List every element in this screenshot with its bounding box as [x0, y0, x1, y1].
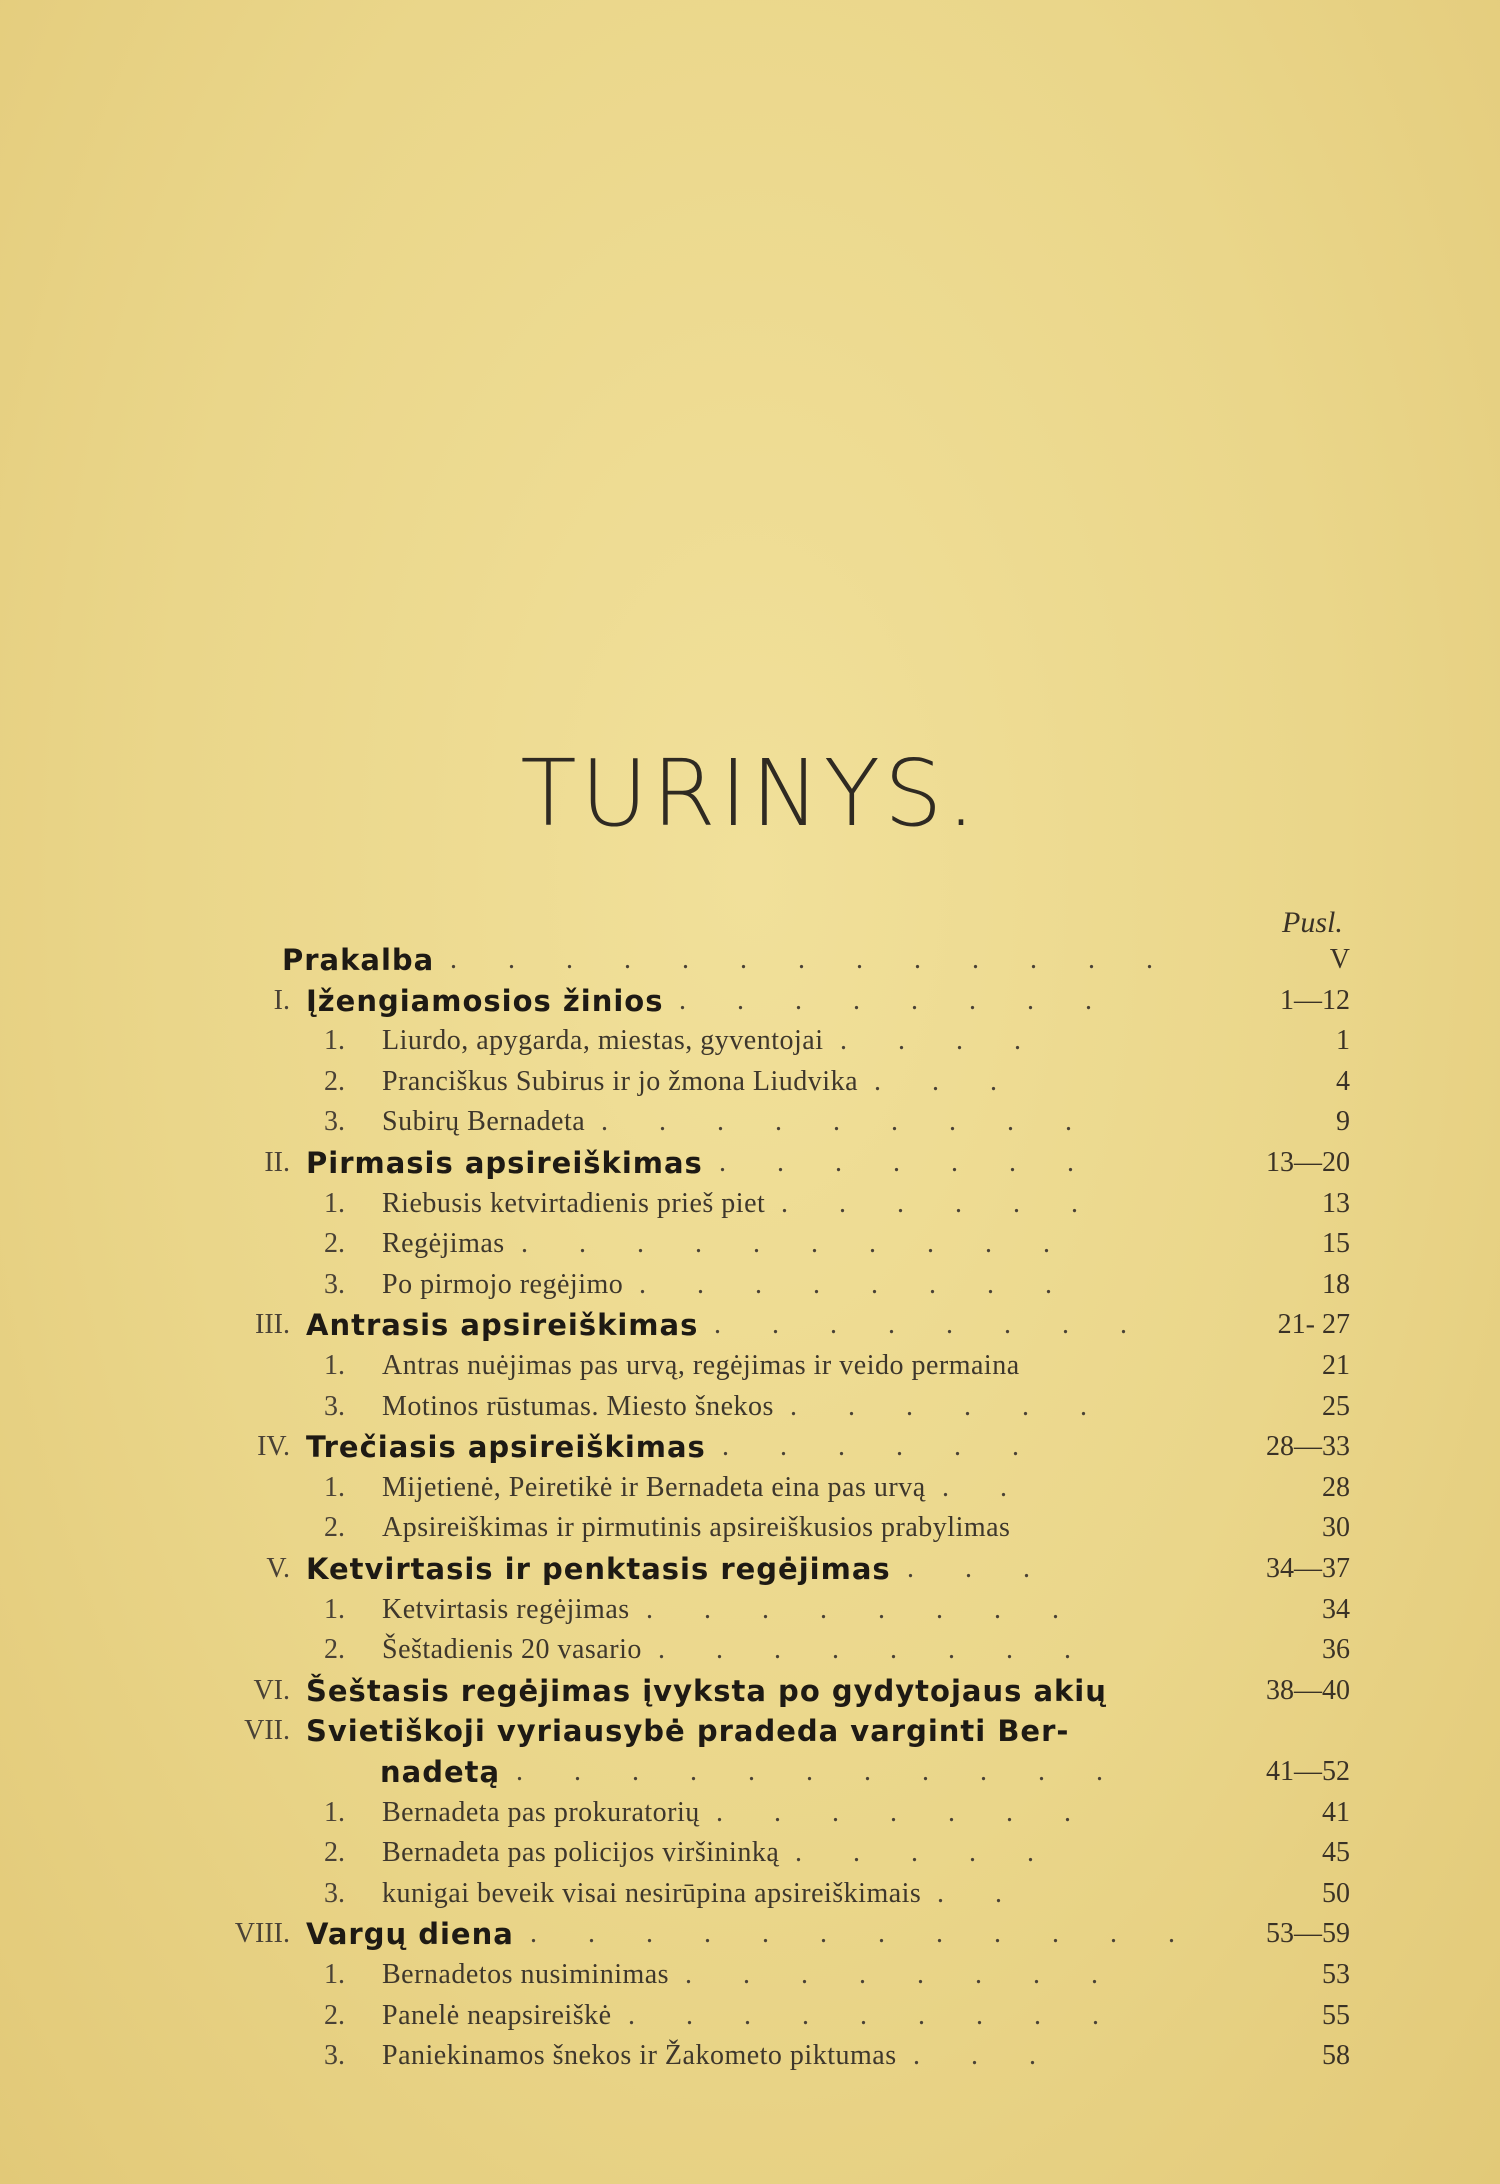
toc-entry-number: 1. [324, 1959, 345, 1990]
toc-entry-page: 21- 27 [1277, 1309, 1350, 1341]
toc-entry-number: 1. [324, 1025, 345, 1057]
toc-entry-title: Antrasis apsireiškimas [306, 1308, 699, 1343]
toc-entry-leader: . . . . [840, 1025, 1043, 1057]
toc-entry [0, 1224, 1500, 1264]
toc-entry-leader: . . . . . . . . [639, 1268, 1074, 1300]
toc-entry-page: V [1329, 944, 1350, 975]
toc-entry-number: 1. [324, 1796, 345, 1828]
toc-entry-leader: . . . . . . . . . [601, 1106, 1094, 1138]
toc-entry-leader: . . . . . . . [719, 1147, 1096, 1178]
toc-entry-title: Motinos rūstumas. Miesto šnekos [382, 1390, 774, 1422]
toc-entry-number: 3. [324, 1268, 345, 1300]
toc-entry-leader: . . . . . . . . [658, 1634, 1093, 1666]
toc-entry-number: 2. [324, 1837, 345, 1869]
toc-entry [0, 981, 1500, 1021]
toc-entry-page: 36 [1322, 1634, 1350, 1666]
toc-entry [0, 1508, 1500, 1548]
toc-entry-page: 30 [1322, 1512, 1350, 1544]
toc-entry-page: 41—52 [1266, 1756, 1350, 1787]
toc-entry-page: 21 [1322, 1350, 1350, 1381]
toc-entry-leader: . . . . . . [781, 1187, 1100, 1219]
toc-entry [0, 1184, 1500, 1224]
toc-entry-page: 53 [1322, 1959, 1350, 1990]
toc-entry [0, 1387, 1500, 1427]
toc-entry-leader: . . . . . . [790, 1390, 1109, 1422]
toc-entry-number: 2. [324, 1228, 345, 1260]
toc-entry [0, 1102, 1500, 1142]
toc-entry-leader: . . . . . . . . [685, 1959, 1120, 1990]
toc-entry-leader: . . [942, 1471, 1029, 1503]
toc-entry-title: Pirmasis apsireiškimas [306, 1146, 703, 1180]
toc-entry-page: 34 [1322, 1593, 1350, 1625]
toc-entry-number: 1. [324, 1593, 345, 1625]
toc-entry-title: Svietiškoji vyriausybė pradeda varginti Ber- [306, 1714, 1070, 1749]
toc-entry-number: 1. [324, 1187, 345, 1219]
toc-entry-title: Šeštasis regėjimas įvyksta po gydytojaus akių [306, 1673, 1107, 1708]
toc-entry-title: Apsireiškimas ir pirmutinis apsireiškusios prabylimas [382, 1512, 1011, 1544]
toc-entry-number: VIII. [234, 1918, 290, 1950]
toc-entry-title: Paniekinamos šnekos ir Žakometo piktumas [382, 2040, 897, 2072]
toc-entry-leader: . . . . . . . . . . . [516, 1756, 1125, 1787]
toc-entry-title: Bernadeta pas policijos viršininką [382, 1837, 780, 1869]
toc-entry-number: 2. [324, 1634, 345, 1666]
toc-entry-number: 3. [324, 1877, 345, 1909]
toc-entry-leader: . . . [907, 1553, 1052, 1584]
toc-entry-page: 50 [1322, 1877, 1350, 1909]
toc-entry [0, 1874, 1500, 1914]
toc-entry-leader: . . . . . . . . . . [521, 1228, 1072, 1260]
toc-entry [0, 1671, 1500, 1711]
toc-entry-number: 2. [324, 1065, 345, 1097]
toc-entry-leader: . . . . . . . . [714, 1309, 1149, 1341]
toc-entry [0, 1549, 1500, 1589]
toc-entry-leader: . . . . . . . . . . . . . [450, 944, 1175, 975]
toc-entry-page: 53—59 [1266, 1918, 1350, 1950]
toc-entry-page: 9 [1336, 1106, 1350, 1138]
toc-entry-page: 28—33 [1266, 1431, 1350, 1463]
toc-entry-title: Prakalba [282, 943, 435, 977]
page-title: TURINYS. [520, 740, 980, 847]
toc-entry-title: Regėjimas [382, 1228, 505, 1260]
toc-entry-title: kunigai beveik visai nesirūpina apsireiškimais [382, 1877, 922, 1909]
toc-entry-number: 1. [324, 1350, 345, 1381]
toc-entry-leader: . . . . . [795, 1837, 1056, 1869]
toc-entry [0, 1833, 1500, 1873]
toc-entry [0, 1265, 1500, 1305]
toc-entry-leader: . . . . . . [722, 1431, 1041, 1463]
page-column-header: Pusl. [1282, 906, 1343, 939]
toc-entry-leader: . . [937, 1877, 1024, 1909]
toc-entry-title: Vargų diena [306, 1917, 514, 1952]
toc-entry-title: Po pirmojo regėjimo [382, 1268, 624, 1300]
toc-entry-number: III. [255, 1309, 290, 1341]
toc-entry-title: Trečiasis apsireiškimas [306, 1430, 706, 1465]
toc-entry-page: 1—12 [1280, 984, 1350, 1016]
toc-entry-number: 3. [324, 1106, 345, 1138]
toc-entry-title: Įžengiamosios žinios [306, 983, 664, 1018]
toc-entry-title: Antras nuėjimas pas urvą, regėjimas ir veido permaina [382, 1350, 1020, 1381]
toc-entry [0, 1711, 1500, 1751]
toc-entry-title: nadetą [380, 1755, 501, 1789]
toc-entry-title: Bernadetos nusiminimas [382, 1959, 670, 1990]
toc-entry-page: 55 [1322, 1999, 1350, 2031]
toc-entry-leader: . . . . . . . [716, 1796, 1093, 1828]
toc-entry-title: Ketvirtasis ir penktasis regėjimas [306, 1552, 891, 1586]
toc-entry-title: Subirų Bernadeta [382, 1106, 586, 1138]
toc-entry-title: Liurdo, apygarda, miestas, gyventojai [382, 1025, 824, 1057]
toc-entry [0, 2036, 1500, 2076]
toc-entry-number: V. [266, 1553, 290, 1584]
toc-entry-page: 34—37 [1266, 1553, 1350, 1584]
toc-entry-leader: . . . . . . . . [646, 1593, 1081, 1625]
toc-entry-title: Ketvirtasis regėjimas [382, 1593, 630, 1625]
toc-entry [0, 1143, 1500, 1183]
toc-entry-number: VII. [244, 1715, 290, 1747]
toc-entry-page: 25 [1322, 1390, 1350, 1422]
toc-entry-title: Riebusis ketvirtadienis prieš piet [382, 1187, 766, 1219]
toc-entry [0, 1305, 1500, 1345]
toc-entry [0, 1590, 1500, 1630]
toc-entry-leader: . . . . . . . . [679, 984, 1114, 1016]
toc-entry-number: I. [273, 984, 290, 1016]
toc-entry-title: Šeštadienis 20 vasario [382, 1634, 642, 1666]
toc-entry [0, 1021, 1500, 1061]
toc-entry-number: VI. [253, 1674, 290, 1706]
toc-entry-number: 1. [324, 1471, 345, 1503]
toc-entry [0, 1914, 1500, 1954]
toc-entry [0, 1346, 1500, 1386]
toc-entry-leader: . . . [913, 2040, 1058, 2072]
toc-entry-title: Pranciškus Subirus ir jo žmona Liudvika [382, 1065, 859, 1097]
toc-entry [0, 1062, 1500, 1102]
toc-entry-leader: . . . . . . . . . [628, 1999, 1121, 2031]
toc-entry-number: 2. [324, 1999, 345, 2031]
toc-entry-page: 13—20 [1266, 1147, 1350, 1178]
toc-entry-number: 3. [324, 1390, 345, 1422]
toc-entry-title: Mijetienė, Peiretikė ir Bernadeta eina pas urvą [382, 1471, 926, 1503]
toc-entry-number: 3. [324, 2040, 345, 2072]
toc-entry-page: 41 [1322, 1796, 1350, 1828]
toc-entry-page: 4 [1336, 1065, 1350, 1097]
toc-entry [0, 1427, 1500, 1467]
toc-entry-page: 18 [1322, 1268, 1350, 1300]
toc-entry-page: 1 [1336, 1025, 1350, 1057]
toc-entry-leader: . . . . . . . . . . . . [530, 1918, 1197, 1950]
toc-entry-page: 15 [1322, 1228, 1350, 1260]
toc-entry-page: 38—40 [1266, 1674, 1350, 1706]
toc-entry-leader: . . . [874, 1065, 1019, 1097]
toc-entry [0, 1793, 1500, 1833]
toc-entry [0, 1996, 1500, 2036]
toc-entry-page: 45 [1322, 1837, 1350, 1869]
toc-entry-page: 58 [1322, 2040, 1350, 2072]
toc-entry-page: 28 [1322, 1471, 1350, 1503]
toc-entry [0, 1468, 1500, 1508]
toc-entry-number: II. [264, 1147, 290, 1178]
toc-entry [0, 1752, 1500, 1792]
toc-entry-title: Bernadeta pas prokuratorių [382, 1796, 700, 1828]
toc-entry [0, 940, 1500, 980]
toc-entry-number: IV. [257, 1431, 290, 1463]
toc-entry [0, 1630, 1500, 1670]
toc-entry-page: 13 [1322, 1187, 1350, 1219]
toc-entry [0, 1955, 1500, 1995]
toc-entry-title: Panelė neapsireiškė [382, 1999, 612, 2031]
toc-entry-number: 2. [324, 1512, 345, 1544]
